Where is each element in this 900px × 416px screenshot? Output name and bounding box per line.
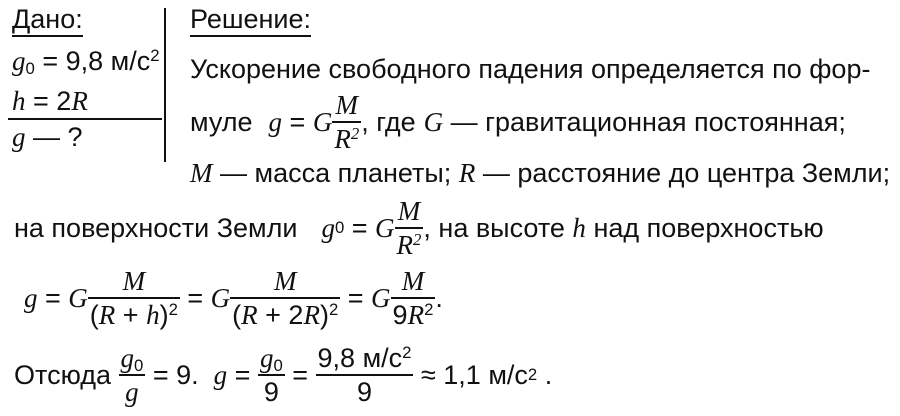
given-h: h = 2R <box>12 86 88 116</box>
solution-line-2: муле g = G $\frac{M}{R^2}$ , где G — гравитационная постоянная; <box>190 89 846 154</box>
given-header: Дано: <box>12 6 83 33</box>
solution-header: Решение: <box>190 6 311 33</box>
given-g0: $g_0 = 9,8$ $м/с^2$ <box>12 45 160 79</box>
solution-line-3: M — масса планеты; R — расстояние до центра Земли; <box>190 158 891 188</box>
formula-g0: $\frac{M}{R^2}$ <box>396 195 422 260</box>
result-line: Отсюда $\frac{g_0}{g}$ = 9. g = $\frac{g_0}{9}$ = $\frac{9,8 м/с^2}{9}$ ≈ 1,1 м/с 2 . <box>14 342 553 407</box>
formula-chain: g = G $\frac{M}{(R + h)^2}$ = G $\frac{M}{(R + 2R)^2}$ = G $\frac{M}{9R^2}$ . <box>24 265 443 330</box>
given-separator <box>8 118 162 120</box>
solution-line-4: на поверхности Земли g 0 = G $\frac{M}{R^2}$ , на высоте h над поверхностью <box>14 195 824 260</box>
solution-line-1: Ускорение свободного падения определяется по фор- <box>190 54 871 84</box>
formula-M-over-R2: $\frac{M}{R^2}$ <box>334 89 360 154</box>
given-divider <box>164 8 166 162</box>
given-find: g — ? <box>12 122 83 152</box>
